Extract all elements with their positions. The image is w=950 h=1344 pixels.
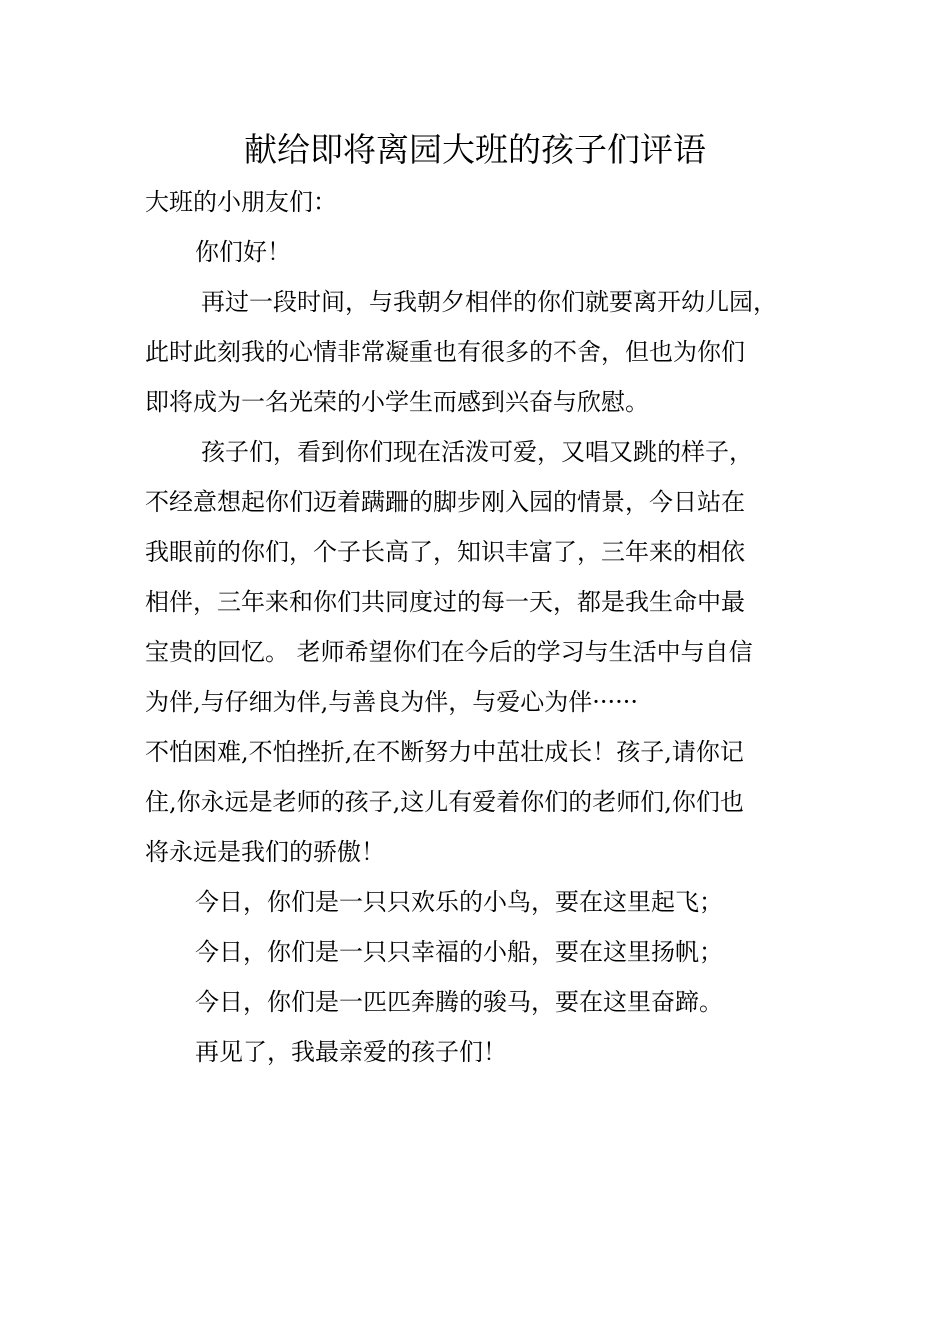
salutation: 大班的小朋友们：	[145, 188, 337, 216]
closing-line: 再见了，我最亲爱的孩子们！	[195, 1038, 507, 1066]
paragraph-2	[145, 427, 815, 877]
paragraph-1	[145, 277, 815, 427]
paragraph-line: 宝贵的回忆。 老师希望你们在今后的学习与生活中与自信	[145, 638, 753, 666]
paragraph-line: 不怕困难,不怕挫折,在不断努力中茁壮成长！孩子,请你记	[145, 738, 744, 766]
paragraph-line: 为伴,与仔细为伴,与善良为伴，与爱心为伴······	[145, 688, 639, 716]
greeting: 你们好！	[195, 238, 291, 266]
paragraph-line: 相伴，三年来和你们共同度过的每一天，都是我生命中最	[145, 588, 745, 616]
document-body	[145, 177, 815, 1077]
document-title: 献给即将离园大班的孩子们评语	[244, 130, 706, 169]
paragraph-line: 此时此刻我的心情非常凝重也有很多的不舍，但也为你们	[145, 338, 745, 366]
paragraph-line: 即将成为一名光荣的小学生而感到兴奋与欣慰。	[145, 388, 649, 416]
paragraph-line: 我眼前的你们，个子长高了，知识丰富了，三年来的相依	[145, 538, 745, 566]
paragraph-line: 再过一段时间，与我朝夕相伴的你们就要离开幼儿园，	[201, 288, 777, 316]
paragraph-line: 住,你永远是老师的孩子,这儿有爱着你们的老师们,你们也	[145, 788, 744, 816]
paragraph-line: 不经意想起你们迈着蹒跚的脚步刚入园的情景，今日站在	[145, 488, 745, 516]
wish-line-3: 今日，你们是一匹匹奔腾的骏马，要在这里奋蹄。	[195, 988, 723, 1016]
paragraph-line: 将永远是我们的骄傲！	[145, 838, 385, 866]
wish-line-2: 今日，你们是一只只幸福的小船，要在这里扬帆；	[195, 938, 723, 966]
wish-line-1: 今日，你们是一只只欢乐的小鸟，要在这里起飞；	[195, 888, 723, 916]
paragraph-line: 孩子们，看到你们现在活泼可爱，又唱又跳的样子，	[201, 438, 753, 466]
